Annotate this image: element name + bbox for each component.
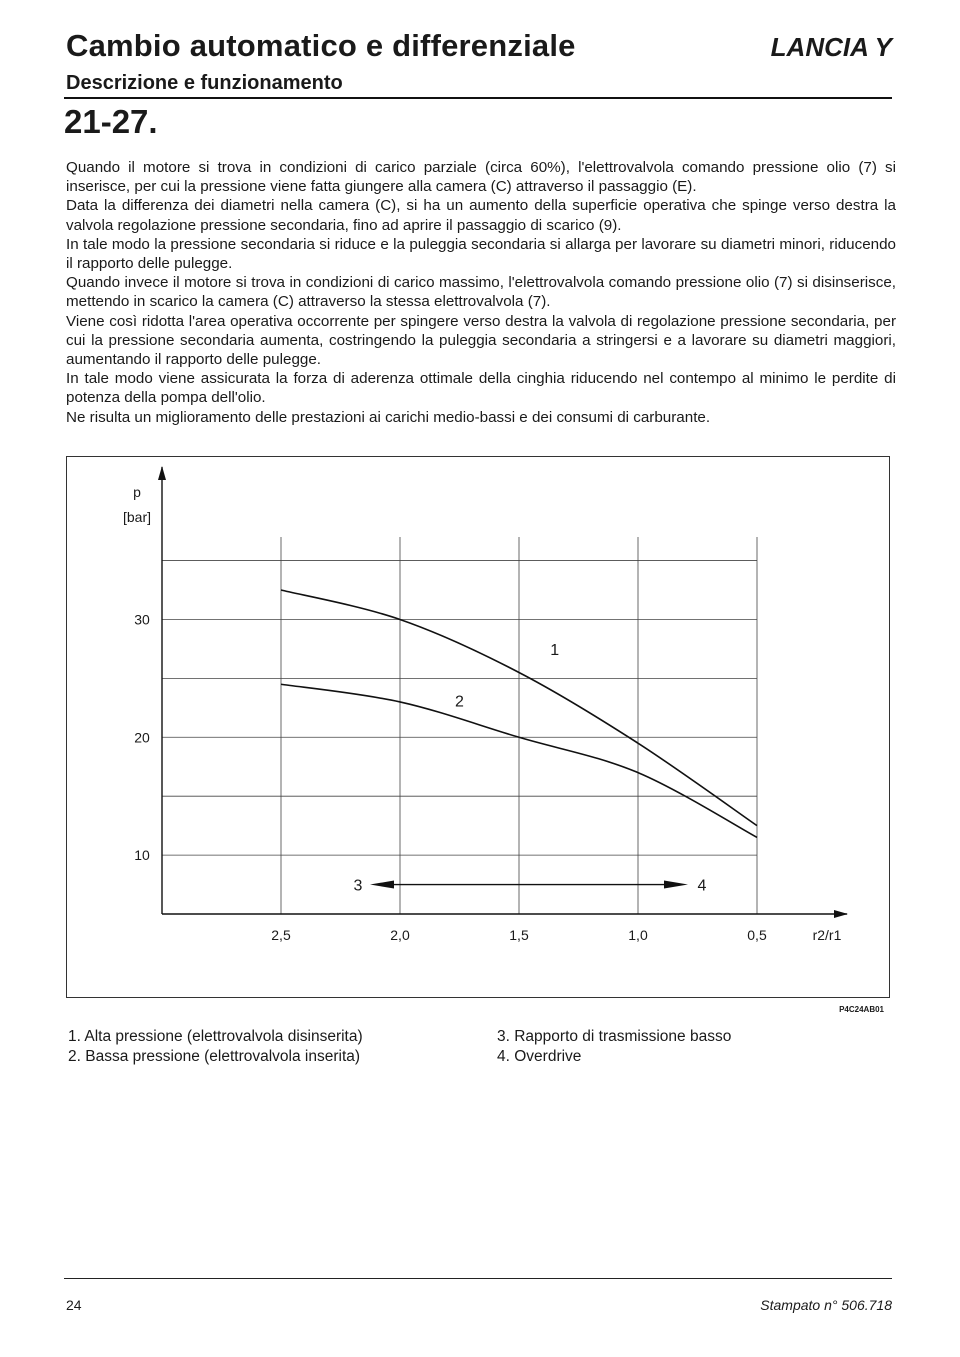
range-arrow-left-head xyxy=(370,881,394,889)
legend-right xyxy=(497,1027,731,1066)
x-tick-label: 2,5 xyxy=(271,927,291,943)
legend-item: 4. Overdrive xyxy=(497,1047,582,1065)
y-tick-label: 20 xyxy=(134,729,150,746)
legend-item: 3. Rapporto di trasmissione basso xyxy=(497,1028,732,1045)
figure-code: P4C24AB01 xyxy=(839,1005,884,1014)
body-paragraph: Quando il motore si trova in condizioni di carico parziale (circa 60%), l'elettrovalvola comando pressione olio (7) si inserisce, per cui la pressione viene fatta giungere alla camera (C) attraverso il passaggio (E). xyxy=(66,159,896,196)
page-subtitle: Descrizione e funzionamento xyxy=(66,72,343,94)
body-paragraph: Viene così ridotta l'area operativa occorrente per spingere verso destra la valvola di regolazione pressione secondaria, per cui la pressione secondaria aumenta, costringendo la puleggia secondaria a stringersi e a lavorare su diametri maggiori, aumentando il rapporto delle pulegge. xyxy=(66,312,896,369)
legend-item: 2. Bassa pressione (elettrovalvola inserita) xyxy=(68,1047,361,1065)
header-rule xyxy=(64,97,892,99)
body-paragraph: In tale modo la pressione secondaria si riduce e la puleggia secondaria si allarga per lavorare su diametri minori, riducendo il rapporto delle pulegge. xyxy=(66,235,896,273)
y-tick-label: 10 xyxy=(134,847,150,864)
legend-left xyxy=(68,1027,363,1066)
figure-frame xyxy=(66,456,890,998)
x-tick-label: 1,0 xyxy=(628,927,648,943)
legend-item: 1. Alta pressione (elettrovalvola disinserita) xyxy=(68,1028,363,1045)
x-tick-label: 2,0 xyxy=(390,927,410,943)
range-arrow-right-head xyxy=(664,881,688,889)
curve-label-1: 1 xyxy=(550,641,560,659)
body-text xyxy=(66,158,896,427)
body-paragraph: Data la differenza dei diametri nella camera (C), si ha un aumento della superficie operativa che spinge verso destra la valvola regolazione pressione secondaria, fino ad aprire il passaggio di scarico (9). xyxy=(66,197,896,234)
body-paragraph: In tale modo viene assicurata la forza di aderenza ottimale della cinghia riducendo nel contempo al minimo le perdite di potenza della pompa dell'olio. xyxy=(66,370,896,407)
page-title: Cambio automatico e differenziale xyxy=(66,28,576,63)
x-axis-label: r2/r1 xyxy=(812,927,842,943)
print-reference: Stampato n° 506.718 xyxy=(760,1297,892,1313)
footer-rule xyxy=(64,1278,892,1279)
curve-label-2: 2 xyxy=(455,693,464,711)
brand-name: LANCIA Y xyxy=(770,32,892,62)
range-label-3: 3 xyxy=(353,877,363,895)
body-paragraph: Quando invece il motore si trova in condizioni di carico massimo, l'elettrovalvola comando pressione olio (7) si disinserisce, mettendo in scarico la camera (C) attraverso la stessa elettrovalvola (7). xyxy=(66,274,896,311)
body-paragraph: Ne risulta un miglioramento delle prestazioni ai carichi medio-bassi e dei consumi di carburante. xyxy=(66,408,711,426)
y-tick-label: 30 xyxy=(134,611,150,628)
y-axis-unit: [bar] xyxy=(122,509,152,525)
section-number: 21-27. xyxy=(64,103,158,140)
pressure-chart xyxy=(67,457,889,997)
x-tick-label: 0,5 xyxy=(747,927,767,943)
page-number: 24 xyxy=(66,1297,82,1313)
x-tick-label: 1,5 xyxy=(509,927,529,943)
y-axis-label: p xyxy=(133,484,141,500)
range-label-4: 4 xyxy=(697,877,707,895)
